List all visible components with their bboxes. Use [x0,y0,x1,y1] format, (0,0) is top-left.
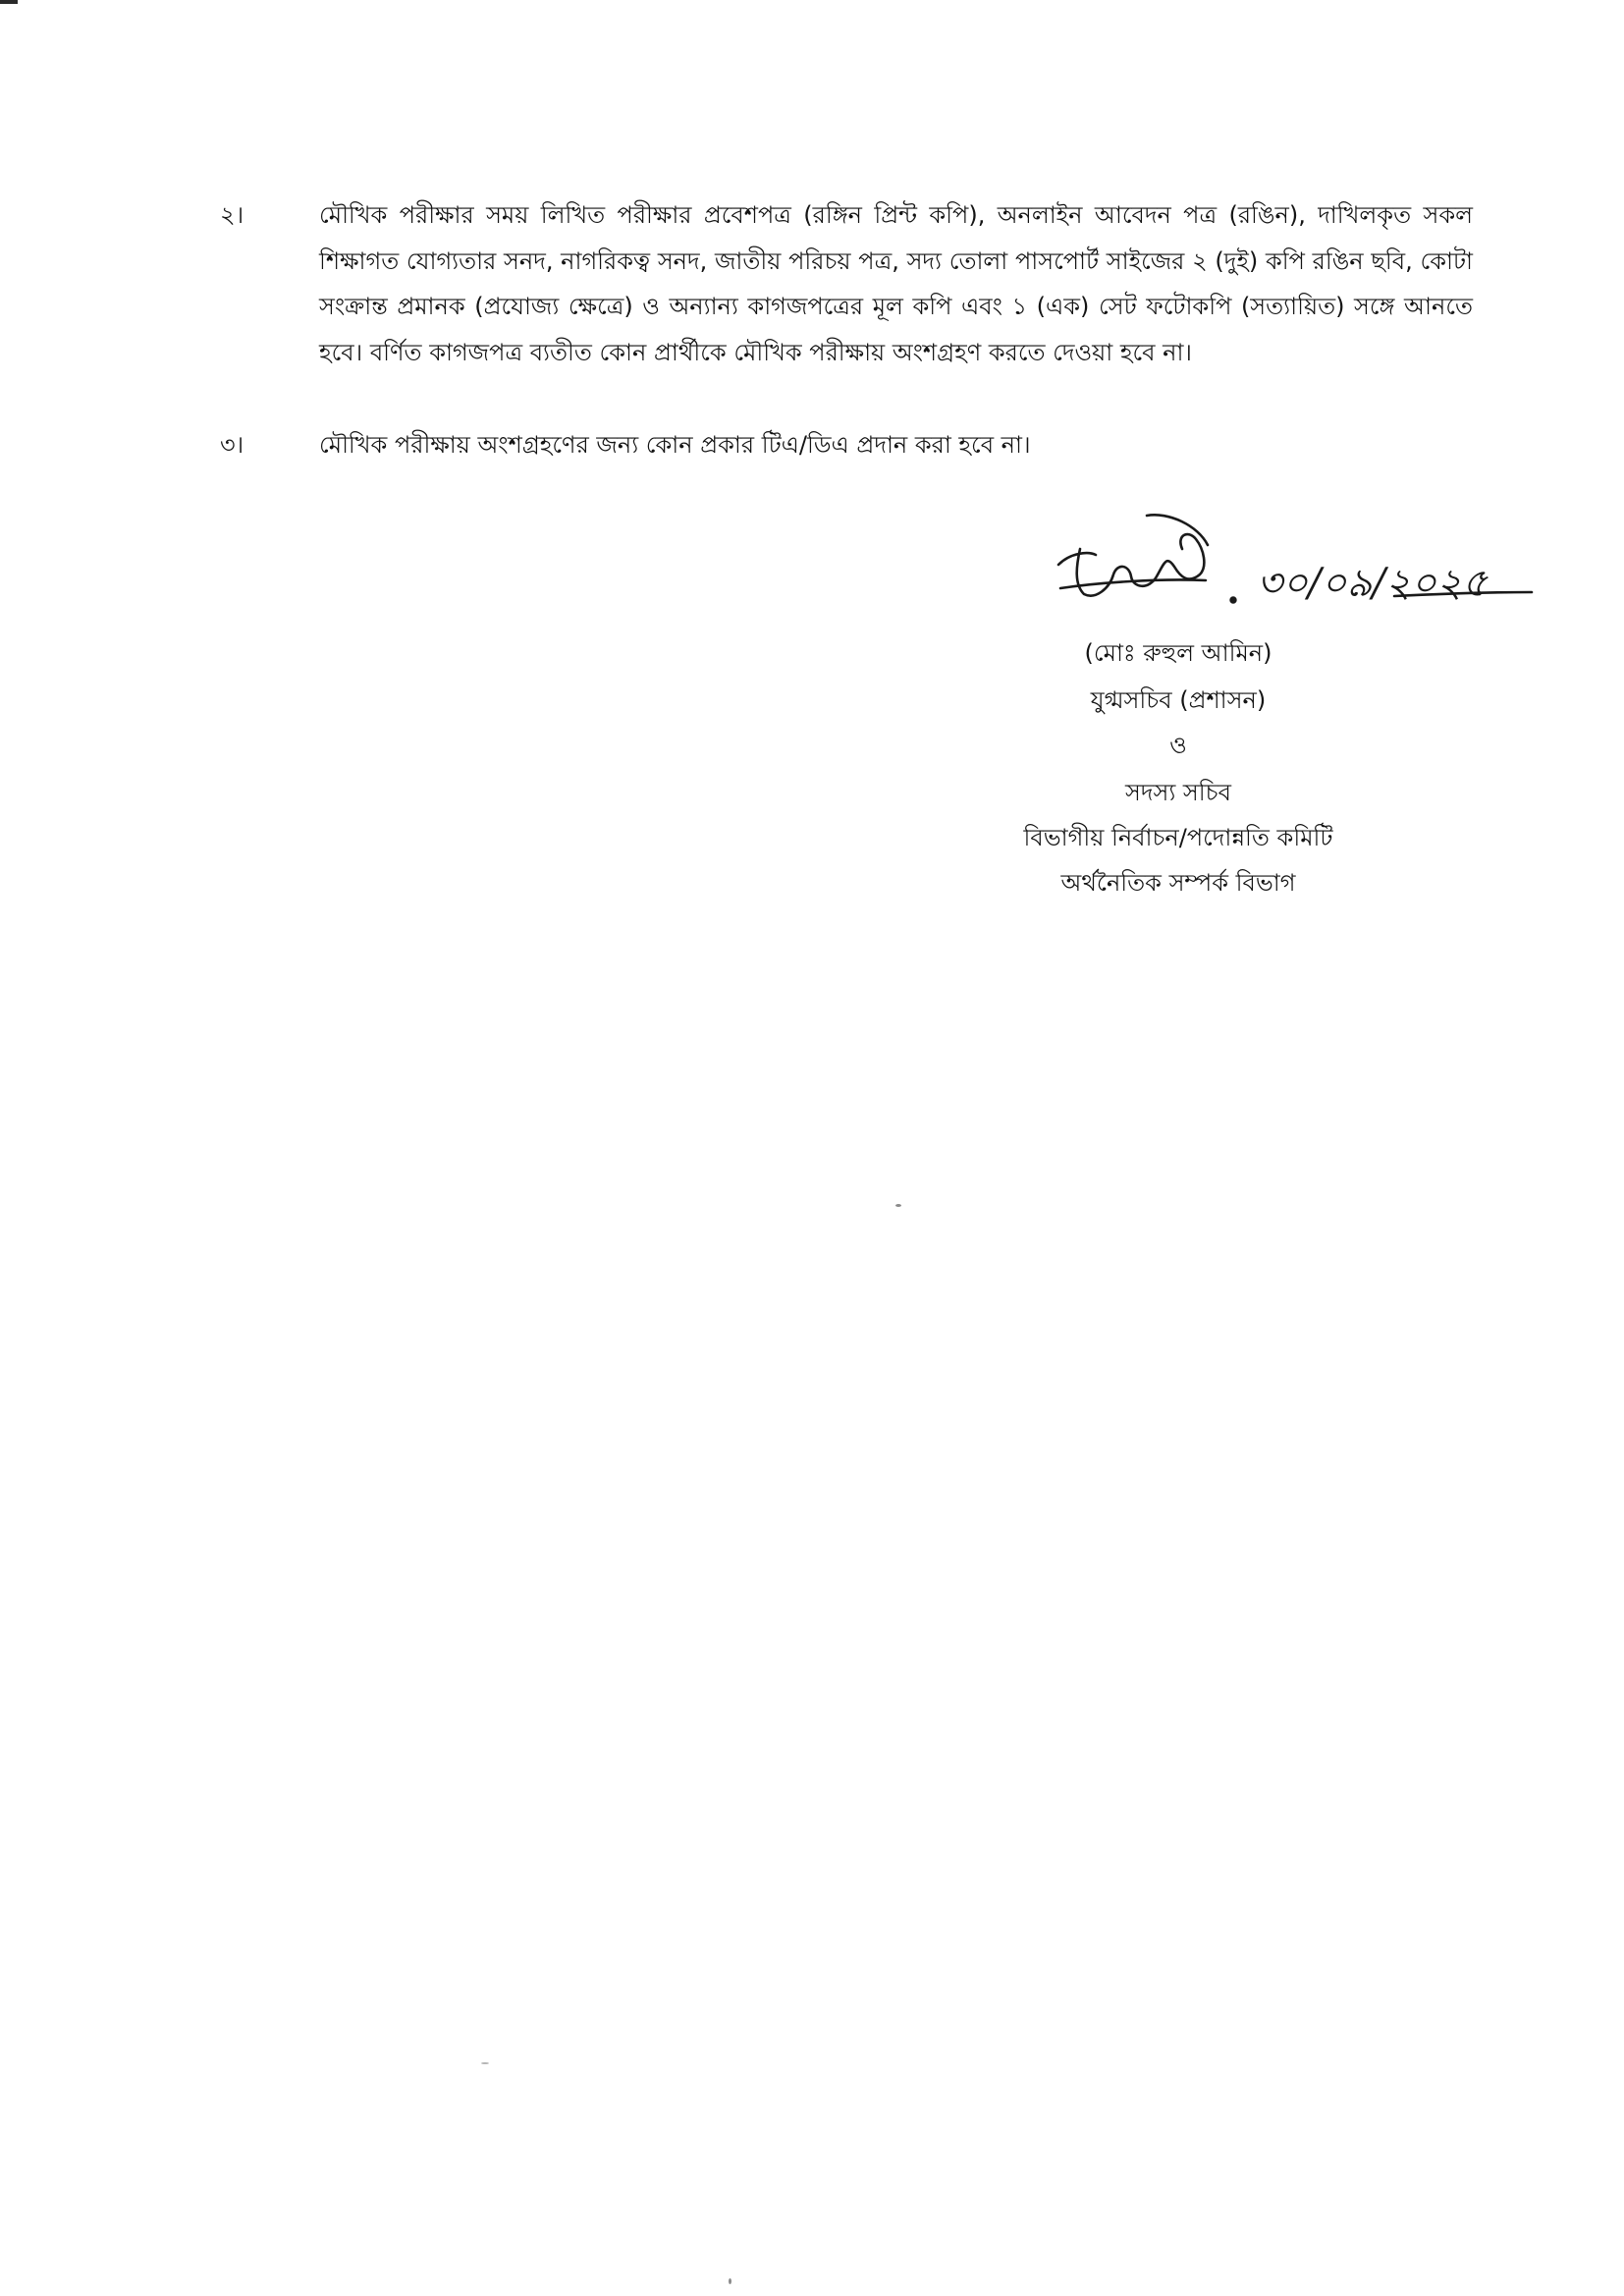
handwritten-date: ৩০/০৯/২০২৫ [1257,561,1488,606]
handwritten-signature [1041,506,1542,624]
scan-edge-mark [0,0,18,4]
signatory-committee: বিভাগীয় নির্বাচন/পদোন্নতি কমিটি [1023,824,1333,851]
item-text: মৌখিক পরীক্ষার সময় লিখিত পরীক্ষার প্রবেশপত্র (রঙ্গিন প্রিন্ট কপি), অনলাইন আবেদন পত্র (রঙিন), দাখিলকৃত সকল শিক্ষাগত যোগ্যতার সনদ, নাগরিকত্ব সনদ, জাতীয় পরিচয় পত্র, সদ্য তোলা পাসপোর্ট সাইজের ২ (দুই) কপি রঙিন ছবি, কোটা সংক্রান্ত প্রমানক (প্রযোজ্য ক্ষেত্রে) ও অন্যান্য কাগজপত্রের মূল কপি এবং ১ (এক) সেট ফটোকপি (সত্যায়িত) সঙ্গে আনতে হবে। বর্ণিত কাগজপত্র ব্যতীত কোন প্রার্থীকে মৌখিক পরীক্ষায় অংশগ্রহণ করতে দেওয়া হবে না। [319,201,1473,366]
signatory-division: অর্থনৈতিক সম্পর্ক বিভাগ [1060,869,1296,897]
item-text: মৌখিক পরীক্ষায় অংশগ্রহণের জন্য কোন প্রকার টিএ/ডিএ প্রদান করা হবে না। [319,431,1031,459]
signatory-name: (মোঃ রুহুল আমিন) [1084,639,1272,667]
signatory-role: সদস্য সচিব [1125,779,1231,806]
list-item-3 [196,422,1473,481]
item-number: ২। [220,201,244,229]
scan-speck [481,2062,489,2064]
item-number: ৩। [220,431,244,459]
list-item-2 [196,192,1473,428]
signatory-conjunction: ও [1169,732,1187,759]
scan-speck [895,1204,901,1207]
signatory-designation: যুগ্মসচিব (প্রশাসন) [1090,686,1267,714]
scan-speck [729,2278,731,2284]
